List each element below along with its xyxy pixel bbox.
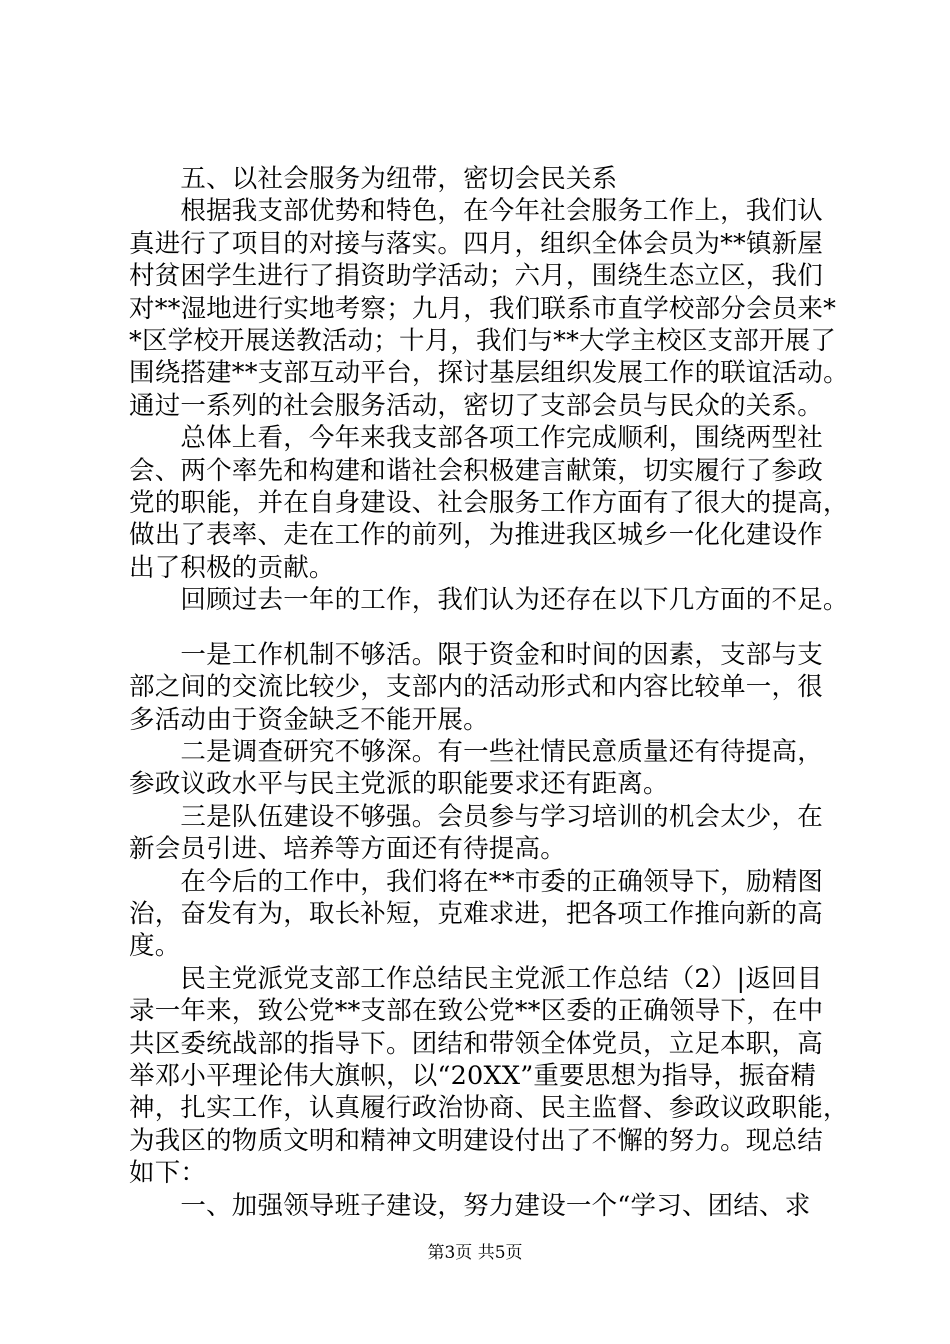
text-line: 举邓小平理论伟大旗帜，以“20XX”重要思想为指导，振奋精 bbox=[129, 1060, 817, 1091]
text-line: 通过一系列的社会服务活动，密切了支部会员与民众的关系。 bbox=[129, 390, 823, 421]
page-indicator: 第3页 共5页 bbox=[427, 1243, 523, 1263]
text-line: 二是调查研究不够深。有一些社情民意质量还有待提高， bbox=[129, 736, 823, 767]
text-line: 一是工作机制不够活。限于资金和时间的因素，支部与支 bbox=[129, 639, 823, 670]
text-line: 总体上看，今年来我支部各项工作完成顺利，围绕两型社 bbox=[129, 423, 823, 454]
text-line: 多活动由于资金缺乏不能开展。 bbox=[129, 704, 489, 735]
text-line: 会、两个率先和构建和谐社会积极建言献策，切实履行了参政 bbox=[129, 455, 823, 486]
text-line: 对**湿地进行实地考察；九月，我们联系市直学校部分会员来* bbox=[129, 293, 837, 324]
text-line: 三是队伍建设不够强。会员参与学习培训的机会太少，在 bbox=[129, 801, 823, 832]
text-line: 村贫困学生进行了捐资助学活动；六月，围绕生态立区，我们 bbox=[129, 261, 823, 292]
text-line: 录一年来，致公党**支部在致公党**区委的正确领导下，在中 bbox=[129, 996, 824, 1027]
text-line: 五、以社会服务为纽带，密切会民关系 bbox=[129, 164, 618, 194]
text-line: 为我区的物质文明和精神文明建设付出了不懈的努力。现总结 bbox=[129, 1125, 823, 1156]
text-line: 参政议政水平与民主党派的职能要求还有距离。 bbox=[129, 769, 669, 800]
text-line: 围绕搭建**支部互动平台，探讨基层组织发展工作的联谊活动。 bbox=[129, 358, 849, 389]
text-line: 真进行了项目的对接与落实。四月，组织全体会员为**镇新屋 bbox=[129, 228, 824, 259]
text-line: 在今后的工作中，我们将在**市委的正确领导下，励精图 bbox=[129, 866, 824, 897]
text-line: 度。 bbox=[129, 931, 181, 962]
text-line: 如下： bbox=[129, 1158, 207, 1189]
text-line: 神，扎实工作，认真履行政治协商、民主监督、参政议政职能， bbox=[129, 1093, 849, 1124]
text-line: 新会员引进、培养等方面还有待提高。 bbox=[129, 834, 566, 865]
text-line: 做出了表率、走在工作的前列，为推进我区城乡一化化建设作 bbox=[129, 520, 823, 551]
text-line: 一、加强领导班子建设，努力建设一个“学习、团结、求 bbox=[129, 1190, 811, 1221]
text-line: *区学校开展送教活动；十月，我们与**大学主校区支部开展了 bbox=[129, 326, 837, 357]
text-line: 部之间的交流比较少，支部内的活动形式和内容比较单一，很 bbox=[129, 672, 823, 703]
text-line: 出了积极的贡献。 bbox=[129, 552, 335, 583]
text-line: 回顾过去一年的工作，我们认为还存在以下几方面的不足。 bbox=[129, 585, 849, 616]
text-line: 党的职能，并在自身建设、社会服务工作方面有了很大的提高， bbox=[129, 488, 849, 519]
text-line: 治，奋发有为，取长补短，克难求进，把各项工作推向新的高 bbox=[129, 898, 823, 929]
text-line: 民主党派党支部工作总结民主党派工作总结（2）|返回目 bbox=[129, 963, 823, 994]
text-line: 共区委统战部的指导下。团结和带领全体党员，立足本职，高 bbox=[129, 1028, 823, 1059]
text-line: 根据我支部优势和特色，在今年社会服务工作上，我们认 bbox=[129, 196, 823, 227]
